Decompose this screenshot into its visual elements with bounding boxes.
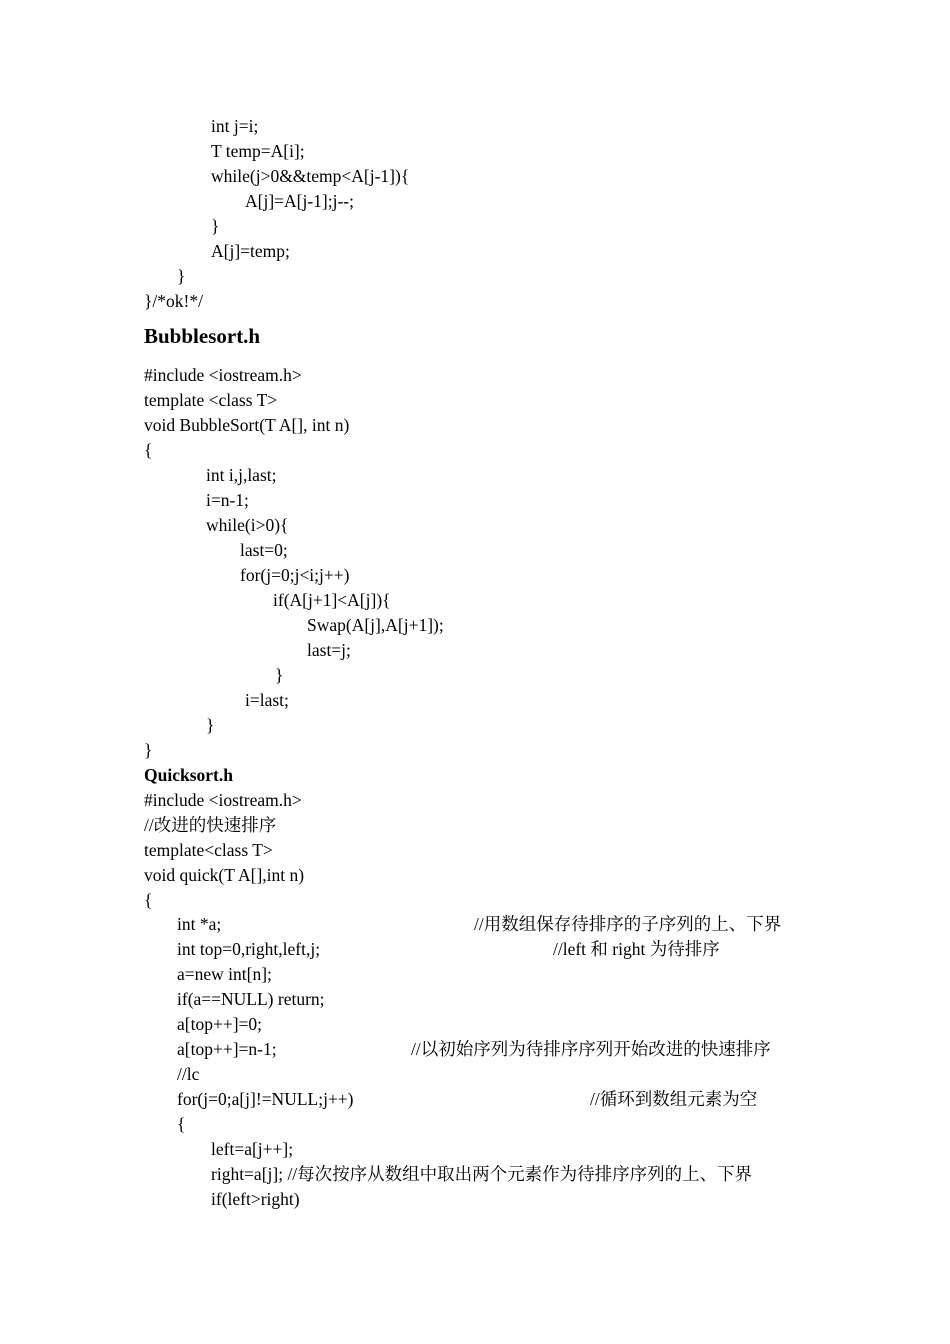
code-line: right=a[j]; //每次按序从数组中取出两个元素作为待排序序列的上、下界 — [211, 1164, 753, 1184]
code-line: } — [206, 715, 215, 735]
code-line: { — [144, 890, 153, 910]
code-comment: //left 和 right 为待排序 — [553, 939, 720, 959]
code-line: for(j=0;a[j]!=NULL;j++) — [177, 1089, 354, 1109]
code-line: left=a[j++]; — [211, 1139, 294, 1159]
code-line: if(left>right) — [211, 1189, 300, 1209]
code-line: a=new int[n]; — [177, 964, 272, 984]
code-line: void BubbleSort(T A[], int n) — [144, 415, 350, 435]
quicksort-heading: Quicksort.h — [144, 765, 233, 785]
code-line: a[top++]=n-1; — [177, 1039, 277, 1059]
code-line: //改进的快速排序 — [144, 815, 277, 835]
code-comment: //以初始序列为待排序序列开始改进的快速排序 — [411, 1039, 771, 1059]
code-line: last=j; — [307, 640, 351, 660]
code-line: } — [211, 216, 220, 236]
code-line: last=0; — [240, 540, 288, 560]
code-comment: //用数组保存待排序的子序列的上、下界 — [474, 914, 782, 934]
code-line: }/*ok!*/ — [144, 291, 203, 311]
code-line: int *a; — [177, 914, 222, 934]
code-line: Swap(A[j],A[j+1]); — [307, 615, 444, 635]
code-line: A[j]=temp; — [211, 241, 290, 261]
code-line: if(a==NULL) return; — [177, 989, 325, 1009]
code-line: } — [177, 266, 186, 286]
code-line: void quick(T A[],int n) — [144, 865, 305, 885]
code-line: template <class T> — [144, 390, 278, 410]
code-line: a[top++]=0; — [177, 1014, 263, 1034]
code-line: #include <iostream.h> — [144, 790, 302, 810]
bubblesort-heading: Bubblesort.h — [144, 324, 261, 348]
code-line: if(A[j+1]<A[j]){ — [273, 590, 391, 610]
code-line: i=n-1; — [206, 490, 249, 510]
code-line: { — [144, 440, 153, 460]
code-line: A[j]=A[j-1];j--; — [245, 191, 354, 211]
code-line: for(j=0;j<i;j++) — [240, 565, 350, 585]
code-line: } — [275, 665, 284, 685]
code-line: #include <iostream.h> — [144, 365, 302, 385]
code-line: while(i>0){ — [206, 515, 289, 535]
code-line: int j=i; — [211, 116, 259, 136]
code-line: while(j>0&&temp<A[j-1]){ — [211, 166, 410, 186]
code-line: template<class T> — [144, 840, 273, 860]
code-line: i=last; — [245, 690, 289, 710]
code-line: T temp=A[i]; — [211, 141, 305, 161]
code-line: //lc — [177, 1064, 200, 1084]
code-line: int i,j,last; — [206, 465, 277, 485]
code-comment: //循环到数组元素为空 — [590, 1089, 758, 1109]
code-line: } — [144, 740, 153, 760]
code-line: int top=0,right,left,j; — [177, 939, 321, 959]
code-line: { — [177, 1114, 186, 1134]
